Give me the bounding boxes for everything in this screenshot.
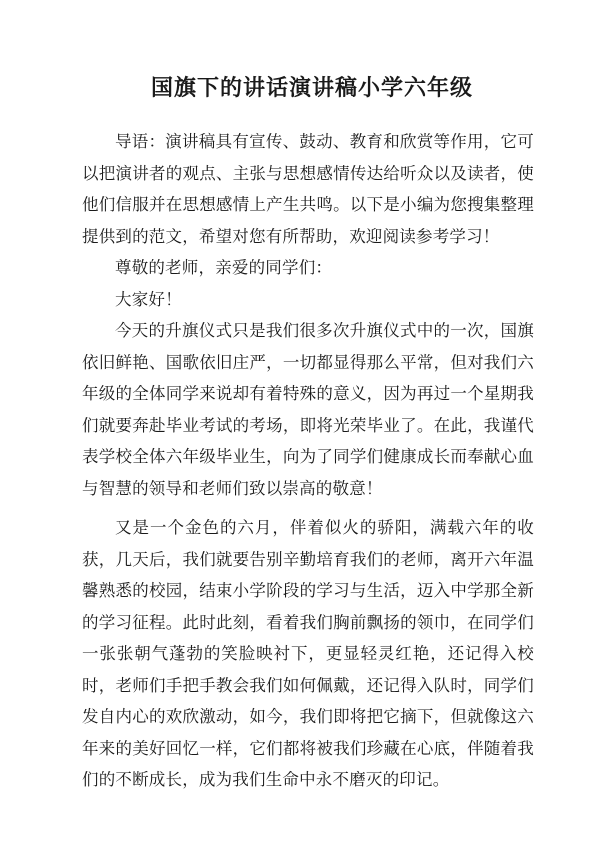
intro-paragraph: 导语：演讲稿具有宣传、鼓动、教育和欣赏等作用，它可以把演讲者的观点、主张与思想感情传达给听众以及读者，使他们信服并在思想感情上产生共鸣。以下是小编为您搜集整理提供到的范文，希望对您有所帮助，欢迎阅读参考学习！ <box>82 132 534 246</box>
greeting-paragraph: 大家好！ <box>115 289 182 309</box>
page-title: 国旗下的讲话演讲稿小学六年级 <box>150 75 473 101</box>
body-paragraph-2: 又是一个金色的六月，伴着似火的骄阳，满载六年的收获，几天后，我们就要告别辛勤培育我们的老师，离开六年温馨熟悉的校园，结束小学阶段的学习与生活，迈入中学那全新的学习征程。此时此刻，看着我们胸前飘扬的领巾，在同学们一张张朝气蓬勃的笑脸映衬下，更显轻灵红艳，还记得入校时，老师们手把手教会我们如何佩戴，还记得入队时，同学们发自内心的欢欣激动，如今，我们即将把它摘下，但就像这六年来的美好回忆一样，它们都将被我们珍藏在心底，伴随着我们的不断成长，成为我们生命中永不磨灭的印记。 <box>82 518 534 789</box>
body-paragraph-1: 今天的升旗仪式只是我们很多次升旗仪式中的一次，国旗依旧鲜艳、国歌依旧庄严，一切都显得那么平常，但对我们六年级的全体同学来说却有着特殊的意义，因为再过一个星期我们就要奔赴毕业考试的考场，即将光荣毕业了。在此，我谨代表学校全体六年级毕业生，向为了同学们健康成长而奉献心血与智慧的领导和老师们致以崇高的敬意！ <box>82 321 534 498</box>
salutation-paragraph: 尊敬的老师，亲爱的同学们： <box>115 258 333 277</box>
